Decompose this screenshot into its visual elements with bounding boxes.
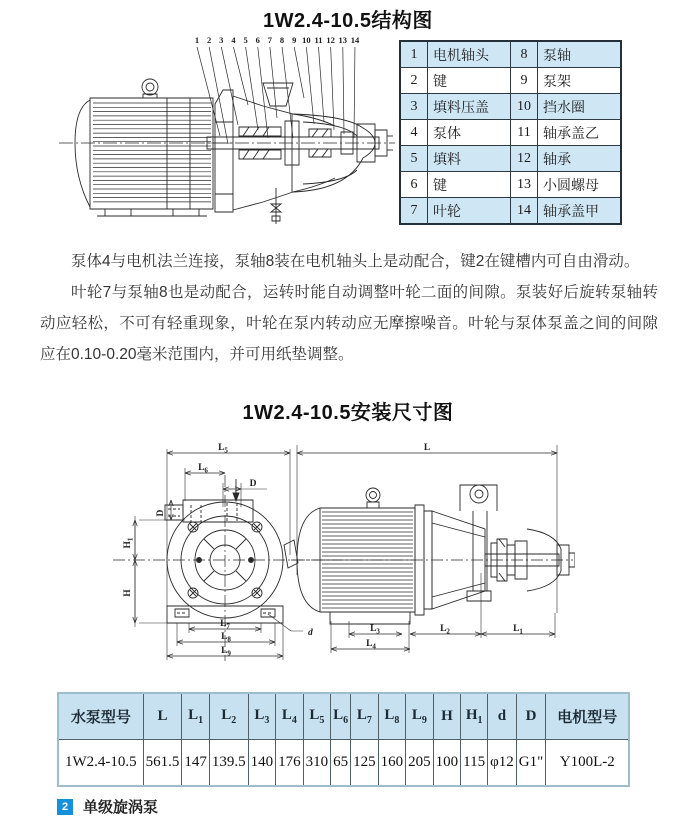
- part-name-cell: 电机轴头: [428, 41, 511, 68]
- part-name-cell: 键: [428, 68, 511, 94]
- parts-table-row: [400, 120, 621, 146]
- dims-value-cell: φ12: [488, 740, 517, 787]
- part-number-cell: 7: [400, 198, 428, 225]
- dim-label-L: L: [423, 443, 431, 453]
- part-name-cell: 泵轴: [538, 41, 622, 68]
- dims-header-cell: L: [143, 693, 182, 740]
- callout-number: 5: [243, 35, 248, 45]
- callout-number: 1: [194, 35, 200, 45]
- dimension-labels: [123, 443, 523, 658]
- callout-number: 8: [279, 35, 285, 45]
- callout-number: 10: [302, 35, 311, 45]
- dims-value-cell: 160: [378, 740, 406, 787]
- dims-header-cell: $L_1$: [182, 693, 210, 740]
- dims-value-cell: 147: [182, 740, 210, 787]
- section-number-badge: 2: [57, 799, 73, 815]
- dim-label-D-right: D: [249, 479, 257, 489]
- dims-header-cell: $L_3$: [248, 693, 276, 740]
- part-name-cell: 泵体: [428, 120, 511, 146]
- part-number-cell: 3: [400, 94, 428, 120]
- dims-value-cell: 125: [351, 740, 379, 787]
- part-name-cell: 轴承盖乙: [538, 120, 622, 146]
- dims-header-cell: $L_8$: [378, 693, 406, 740]
- section-heading-label: 单级旋涡泵: [83, 799, 159, 816]
- dim-label-H: H: [123, 589, 133, 597]
- dim-label-L1: $L_1$: [513, 624, 523, 636]
- dim-label-L3: $L_3$: [370, 624, 380, 636]
- structure-title: 1W2.4-10.5结构图: [263, 10, 433, 32]
- dims-value-cell: 205: [406, 740, 434, 787]
- dims-value-cell: 140: [248, 740, 276, 787]
- dims-header-cell: $L_6$: [331, 693, 351, 740]
- dims-value-cell: Y100L-2: [546, 740, 630, 787]
- dims-value-cell: 65: [331, 740, 351, 787]
- part-name-cell: 挡水圈: [538, 94, 622, 120]
- d-leader-line: [268, 614, 303, 631]
- part-number-cell: 9: [511, 68, 538, 94]
- dims-value-cell: 139.5: [209, 740, 248, 787]
- side-view: [291, 485, 575, 624]
- part-number-cell: 1: [400, 41, 428, 68]
- callout-number: 3: [219, 35, 224, 45]
- callout-number: 12: [326, 35, 335, 45]
- dims-header-cell: $H_1$: [461, 693, 488, 740]
- dims-header-cell: 电机型号: [546, 693, 630, 740]
- part-name-cell: 轴承盖甲: [538, 198, 622, 225]
- part-name-cell: 叶轮: [428, 198, 511, 225]
- part-number-cell: 11: [511, 120, 538, 146]
- dims-value-cell: 100: [433, 740, 461, 787]
- dim-label-d: d: [308, 628, 313, 638]
- structure-diagram: [57, 26, 397, 238]
- callout-number: 9: [292, 35, 297, 45]
- eyebolt-icon: [142, 79, 158, 98]
- pump-cross-section: [207, 83, 393, 224]
- dims-header-cell: d: [488, 693, 517, 740]
- dims-value-cell: 1W2.4-10.5: [58, 740, 143, 787]
- eyebolt-icon: [366, 488, 380, 508]
- callout-number: 11: [314, 35, 323, 45]
- dim-label-L8: $L_8$: [221, 632, 231, 644]
- dims-header-cell: $L_2$: [209, 693, 248, 740]
- dim-label-D-left: D: [156, 509, 166, 517]
- extension-lines: [135, 445, 557, 660]
- part-number-cell: 14: [511, 198, 538, 225]
- dims-value-cell: 115: [461, 740, 488, 787]
- dimensions-table: [57, 692, 630, 787]
- callout-number: 2: [207, 35, 212, 45]
- dim-label-L9: $L_9$: [221, 646, 231, 658]
- parts-table-row: [400, 198, 621, 225]
- dim-label-L2: $L_2$: [440, 624, 450, 636]
- dims-header-cell: 水泵型号: [58, 693, 143, 740]
- callout-number: 7: [267, 35, 273, 45]
- next-section-heading: [57, 799, 158, 816]
- dims-header-cell: $L_7$: [351, 693, 379, 740]
- description-text: [40, 246, 658, 370]
- part-number-cell: 8: [511, 41, 538, 68]
- dim-label-L7: $L_7$: [220, 619, 230, 631]
- dims-value-cell: G1": [516, 740, 545, 787]
- callout-number: 6: [255, 35, 260, 45]
- part-number-cell: 13: [511, 172, 538, 198]
- dim-label-H1: $H_1$: [123, 537, 135, 549]
- dim-label-L6: $L_6$: [198, 463, 208, 475]
- part-number-cell: 10: [511, 94, 538, 120]
- dims-header-cell: $L_5$: [303, 693, 331, 740]
- callout-number: 13: [338, 35, 348, 45]
- dim-label-L5: $L_5$: [218, 443, 228, 455]
- part-name-cell: 键: [428, 172, 511, 198]
- parts-table-row: [400, 172, 621, 198]
- dims-value-cell: 561.5: [143, 740, 182, 787]
- parts-table: [399, 40, 622, 225]
- part-number-cell: 12: [511, 146, 538, 172]
- parts-table-row: [400, 68, 621, 94]
- dim-label-L4: $L_4$: [366, 639, 376, 651]
- dims-header-cell: H: [433, 693, 461, 740]
- parts-table-row: [400, 41, 621, 68]
- installation-diagram: [105, 423, 575, 680]
- dims-value-cell: 176: [276, 740, 304, 787]
- dims-header-cell: $L_4$: [276, 693, 304, 740]
- dims-header-cell: $L_9$: [406, 693, 434, 740]
- callout-number: 4: [231, 35, 236, 45]
- description-paragraph-1: 泵体4与电机法兰连接，泵轴8装在电机轴头上是动配合，键2在键槽内可自由滑动。: [71, 253, 640, 270]
- dimension-lines: [133, 451, 557, 658]
- part-number-cell: 5: [400, 146, 428, 172]
- part-name-cell: 轴承: [538, 146, 622, 172]
- part-number-cell: 6: [400, 172, 428, 198]
- part-name-cell: 填料压盖: [428, 94, 511, 120]
- description-paragraph-2: 叶轮7与泵轴8也是动配合，运转时能自动调整叶轮二面的间隙。泵装好后旋转泵轴转动应轻松，不可有轻重现象，叶轮在泵内转动应无摩擦噪音。叶轮与泵体泵盖之间的间隙应在0.10-0.20毫米范围内，并可用纸垫调整。: [40, 284, 658, 363]
- pump-flange: [215, 90, 233, 212]
- part-name-cell: 泵架: [538, 68, 622, 94]
- dims-header-cell: D: [516, 693, 545, 740]
- parts-table-row: [400, 94, 621, 120]
- part-number-cell: 2: [400, 68, 428, 94]
- part-name-cell: 小圆螺母: [538, 172, 622, 198]
- install-title: 1W2.4-10.5安装尺寸图: [242, 402, 454, 424]
- callout-leaders: [195, 35, 360, 144]
- motor-drawing: [75, 79, 213, 216]
- callout-number: 14: [350, 35, 360, 45]
- dims-value-cell: 310: [303, 740, 331, 787]
- part-name-cell: 填料: [428, 146, 511, 172]
- parts-table-row: [400, 146, 621, 172]
- part-number-cell: 4: [400, 120, 428, 146]
